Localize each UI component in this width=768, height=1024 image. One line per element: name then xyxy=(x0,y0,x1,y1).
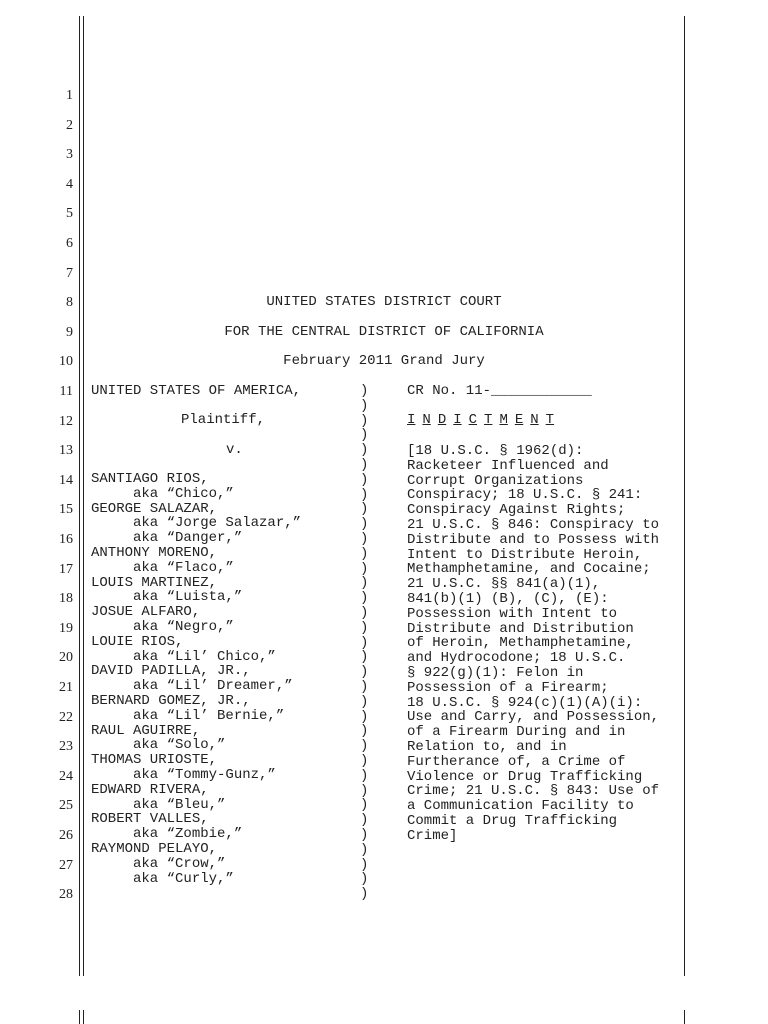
paren-mark: ) xyxy=(360,575,369,592)
line-number: 4 xyxy=(66,176,73,192)
paren-mark: ) xyxy=(360,383,369,399)
line-number: 10 xyxy=(59,354,73,370)
line-number: 5 xyxy=(66,206,73,222)
paren-mark: ) xyxy=(360,486,369,503)
defendant-line: aka “Danger,” xyxy=(91,530,243,547)
title-letter: N xyxy=(422,412,431,428)
defendant-line: LOUIE RIOS, xyxy=(91,633,184,650)
charge-line: Relation to, and in xyxy=(407,738,567,755)
defendant-line: aka “Chico,” xyxy=(91,485,234,502)
title-letter: T xyxy=(484,412,493,428)
line-number: 7 xyxy=(66,265,73,281)
line-number: 20 xyxy=(59,650,73,666)
paren-mark: ) xyxy=(360,797,369,814)
paren-mark: ) xyxy=(360,782,369,799)
charge-line: Conspiracy Against Rights; xyxy=(407,502,626,519)
line-number: 27 xyxy=(59,857,73,873)
defendant-line: THOMAS URIOSTE, xyxy=(91,752,218,769)
left-margin-rule-outer xyxy=(79,16,80,976)
charge-line: [18 U.S.C. § 1962(d): xyxy=(407,443,584,459)
line-number: 17 xyxy=(59,561,73,577)
line-number: 25 xyxy=(59,798,73,814)
charge-line: Possession with Intent to xyxy=(407,605,618,622)
line-number: 12 xyxy=(59,413,73,429)
court-name: UNITED STATES DISTRICT COURT xyxy=(266,294,502,310)
defendant-line: aka “Bleu,” xyxy=(91,796,226,813)
defendant-line: BERNARD GOMEZ, JR., xyxy=(91,693,251,709)
charge-line: Racketeer Influenced and xyxy=(407,457,609,474)
title-letter: D xyxy=(437,412,447,428)
defendant-line: aka “Tommy-Gunz,” xyxy=(91,767,276,783)
paren-mark: ) xyxy=(360,871,369,888)
line-number: 2 xyxy=(66,117,73,133)
title-letter: T xyxy=(545,412,555,428)
versus: v. xyxy=(226,442,243,458)
line-number: 21 xyxy=(59,680,73,695)
line-number: 13 xyxy=(59,443,73,459)
next-page-right-rule xyxy=(684,1010,685,1024)
next-page-left-rule-inner xyxy=(83,1010,84,1024)
defendant-line: aka “Lil’ Bernie,” xyxy=(91,707,285,724)
charge-line: Furtherance of, a Crime of xyxy=(407,753,626,770)
paren-mark: ) xyxy=(360,738,369,755)
paren-mark: ) xyxy=(360,456,369,473)
paren-mark: ) xyxy=(360,812,369,829)
charge-line: Crime; 21 U.S.C. § 843: Use of xyxy=(407,783,660,800)
defendant-line: aka “Flaco,” xyxy=(91,559,234,576)
line-number: 24 xyxy=(59,768,73,784)
court-district: FOR THE CENTRAL DISTRICT OF CALIFORNIA xyxy=(224,324,544,340)
charge-line: § 922(g)(1): Felon in xyxy=(407,664,584,681)
defendant-line: aka “Zombie,” xyxy=(91,826,243,843)
grand-jury: February 2011 Grand Jury xyxy=(283,353,485,369)
charge-line: a Communication Facility to xyxy=(407,798,634,815)
paren-mark: ) xyxy=(360,545,369,562)
charge-line: Possession of a Firearm; xyxy=(407,679,609,696)
paren-mark: ) xyxy=(360,397,369,414)
title-letter: N xyxy=(530,412,539,428)
defendant-line: SANTIAGO RIOS, xyxy=(91,471,209,487)
paren-mark: ) xyxy=(360,471,369,488)
charge-line: Corrupt Organizations xyxy=(407,472,584,489)
paren-mark: ) xyxy=(360,560,369,577)
right-margin-rule xyxy=(684,16,685,976)
paren-mark: ) xyxy=(360,723,369,740)
charge-line: 18 U.S.C. § 924(c)(1)(A)(i): xyxy=(407,694,643,711)
paren-mark: ) xyxy=(360,604,369,621)
paren-mark: ) xyxy=(360,678,369,695)
line-number: 28 xyxy=(59,887,73,903)
paren-mark: ) xyxy=(360,427,369,444)
title-letter: I xyxy=(453,412,462,428)
charge-line: Methamphetamine, and Cocaine; xyxy=(407,561,651,578)
next-page-left-rule-outer xyxy=(79,1010,80,1024)
paren-mark: ) xyxy=(360,442,369,459)
title-letter: C xyxy=(468,412,478,428)
charge-line: of a Firearm During and in xyxy=(407,724,626,741)
defendant-line: aka “Lil’ Dreamer,” xyxy=(91,678,293,695)
line-number: 1 xyxy=(66,88,73,103)
charge-line: 21 U.S.C. §§ 841(a)(1), xyxy=(407,576,601,593)
paren-mark: ) xyxy=(360,649,369,666)
paren-mark: ) xyxy=(360,826,369,843)
paren-mark: ) xyxy=(360,619,369,636)
defendant-line: aka “Luista,” xyxy=(91,589,243,606)
case-number: CR No. 11-____________ xyxy=(407,383,592,399)
defendant-line: DAVID PADILLA, JR., xyxy=(91,663,251,680)
defendant-line: EDWARD RIVERA, xyxy=(91,781,209,798)
document-title xyxy=(407,413,561,428)
paren-mark: ) xyxy=(360,664,369,681)
charge-line: Conspiracy; 18 U.S.C. § 241: xyxy=(407,487,643,504)
paren-mark: ) xyxy=(360,530,369,547)
paren-mark: ) xyxy=(360,708,369,725)
charge-line: and Hydrocodone; 18 U.S.C. xyxy=(407,650,626,667)
defendant-line: aka “Negro,” xyxy=(91,619,234,635)
defendant-line: ANTHONY MORENO, xyxy=(91,545,218,561)
paren-mark: ) xyxy=(360,841,369,858)
line-number: 23 xyxy=(59,739,73,755)
defendant-line: LOUIS MARTINEZ, xyxy=(91,574,218,591)
defendant-line: RAUL AGUIRRE, xyxy=(91,722,201,739)
page-break xyxy=(0,1000,768,1008)
paren-mark: ) xyxy=(360,412,369,429)
defendant-line: ROBERT VALLES, xyxy=(91,811,209,828)
line-number: 8 xyxy=(66,295,73,311)
charge-line: Crime] xyxy=(407,827,458,844)
line-number: 16 xyxy=(59,532,73,547)
paren-mark: ) xyxy=(360,856,369,873)
plaintiff-name: UNITED STATES OF AMERICA, xyxy=(91,383,302,399)
title-letter: E xyxy=(514,412,524,428)
line-number: 14 xyxy=(59,472,73,488)
defendant-line: aka “Jorge Salazar,” xyxy=(91,515,302,532)
charge-line: of Heroin, Methamphetamine, xyxy=(407,635,634,652)
charges-list xyxy=(407,444,659,844)
title-letter: I xyxy=(407,412,416,428)
defendant-line: RAYMOND PELAYO, xyxy=(91,841,218,857)
charge-line: Distribute and to Possess with xyxy=(407,531,660,548)
paren-mark: ) xyxy=(360,752,369,769)
line-number: 6 xyxy=(66,236,73,251)
defendant-line: aka “Lil’ Chico,” xyxy=(91,648,276,665)
paren-mark: ) xyxy=(360,886,369,903)
line-number: 22 xyxy=(59,709,73,725)
defendant-line: aka “Curly,” xyxy=(91,870,234,887)
paren-mark: ) xyxy=(360,501,369,518)
defendant-line: aka “Crow,” xyxy=(91,855,226,872)
defendant-line: JOSUE ALFARO, xyxy=(91,604,201,621)
line-number: 3 xyxy=(66,147,73,163)
line-number: 15 xyxy=(59,502,73,518)
paren-mark: ) xyxy=(360,693,369,710)
line-number: 19 xyxy=(59,620,73,636)
line-number: 9 xyxy=(66,324,73,340)
charge-line: 841(b)(1) (B), (C), (E): xyxy=(407,590,609,607)
charge-line: Use and Carry, and Possession, xyxy=(407,709,660,726)
line-number: 18 xyxy=(59,591,73,607)
charge-line: 21 U.S.C. § 846: Conspiracy to xyxy=(407,516,660,533)
charge-line: Commit a Drug Trafficking xyxy=(407,812,618,829)
defendant-line: GEORGE SALAZAR, xyxy=(91,500,218,517)
paren-mark: ) xyxy=(360,516,369,533)
caption-paren-column xyxy=(360,384,368,902)
line-number: 26 xyxy=(59,828,73,843)
paren-mark: ) xyxy=(360,634,369,651)
charge-line: Violence or Drug Trafficking xyxy=(407,768,643,785)
defendant-line: aka “Solo,” xyxy=(91,737,226,754)
plaintiff-label: Plaintiff, xyxy=(181,412,266,428)
charge-line: Intent to Distribute Heroin, xyxy=(407,546,643,563)
paren-mark: ) xyxy=(360,590,369,607)
title-letter: M xyxy=(499,412,508,428)
paren-mark: ) xyxy=(360,767,369,784)
left-margin-rule-inner xyxy=(83,16,84,976)
charge-line: Distribute and Distribution xyxy=(407,620,634,637)
line-number: 11 xyxy=(59,384,73,399)
